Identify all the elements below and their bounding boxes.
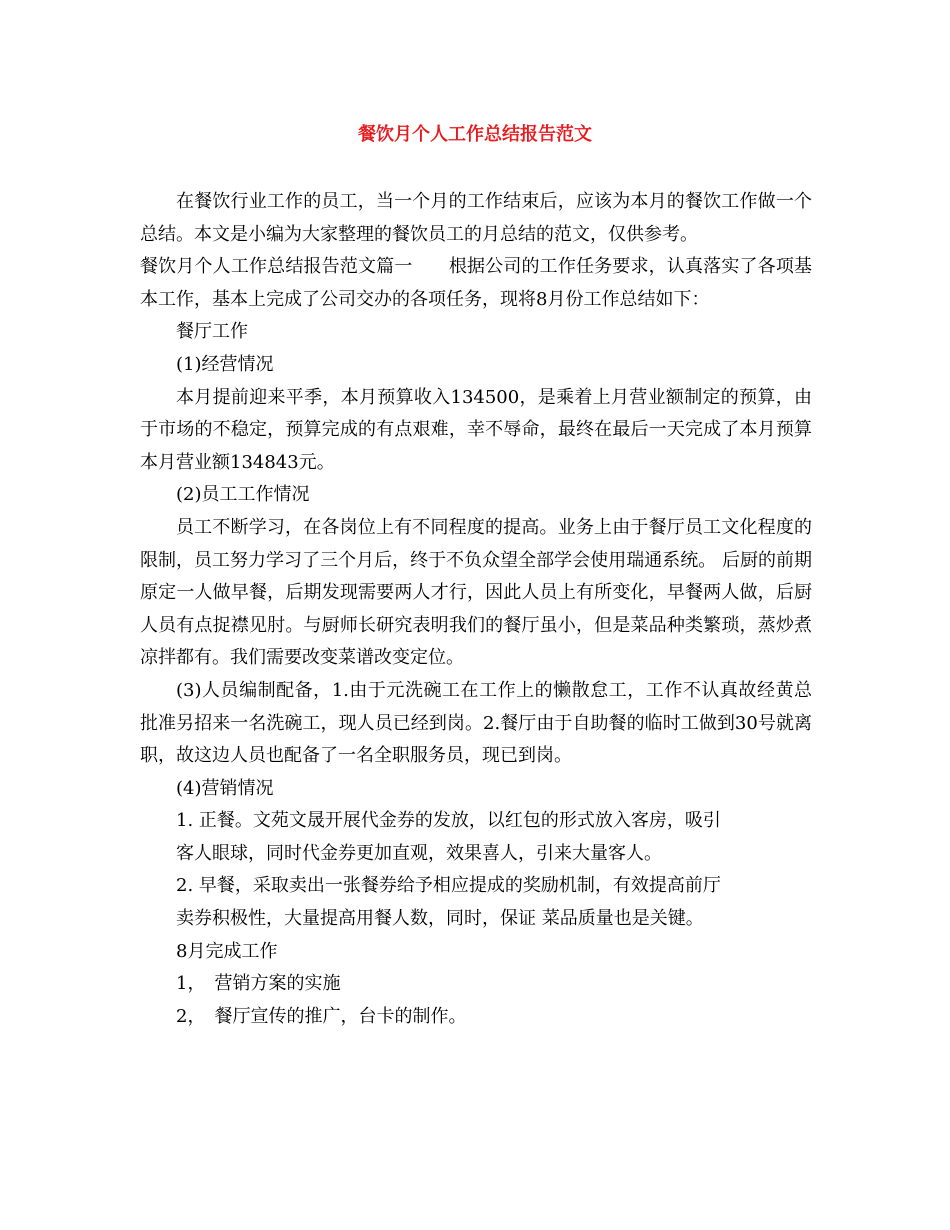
heading-staff-work: (2)员工工作情况 xyxy=(176,484,310,506)
list-item-dinner: 1. 正餐。文苑文晟开展代金券的发放，以红包的形式放入客房，吸引 xyxy=(176,810,721,832)
list-item-dinner-continued: 客人眼球，同时代金券更加直观，效果喜人，引来大量客人。 xyxy=(176,842,662,864)
paragraph-operations: 本月提前迎来平季，本月预算收入134500，是乘着上月营业额制定的预算，由于市场的不稳定，预算完成的有点艰难，幸不辱命，最终在最后一天完成了本月预算本月营业额134843元。 xyxy=(140,386,812,473)
paragraph-staffing: (3)人员编制配备，1.由于元洗碗工在工作上的懒散怠工，工作不认真故经黄总批准另招来一名洗碗工，现人员已经到岗。2.餐厅由于自助餐的临时工做到30号就离职，故这边人员也配备了一名全职服务员，现已到岗。 xyxy=(140,679,812,767)
list-item-breakfast-continued: 卖券积极性，大量提高用餐人数，同时，保证 菜品质量也是关键。 xyxy=(176,908,704,930)
heading-restaurant-work: 餐厅工作 xyxy=(176,321,248,343)
heading-august-work: 8月完成工作 xyxy=(176,940,278,962)
list-item-marketing-plan: 1， 营销方案的实施 xyxy=(176,973,341,995)
heading-operations: (1)经营情况 xyxy=(176,353,274,375)
list-item-breakfast: 2. 早餐，采取卖出一张餐券给予相应提成的奖励机制，有效提高前厅 xyxy=(176,875,721,897)
document-body xyxy=(140,186,812,1033)
paragraph-article-one: 餐饮月个人工作总结报告范文篇一 根据公司的工作任务要求，认真落实了各项基本工作，基本上完成了公司交办的各项任务，现将8月份工作总结如下： xyxy=(140,256,812,310)
paragraph-intro: 在餐饮行业工作的员工，当一个月的工作结束后，应该为本月的餐饮工作做一个总结。本文是小编为大家整理的餐饮员工的月总结的范文，仅供参考。 xyxy=(140,191,812,245)
document-title: 餐饮月个人工作总结报告范文 xyxy=(358,124,592,145)
list-item-promotion: 2， 餐厅宣传的推广，台卡的制作。 xyxy=(176,1005,467,1027)
heading-marketing: (4)营销情况 xyxy=(176,777,274,799)
paragraph-staff-work: 员工不断学习，在各岗位上有不同程度的提高。业务上由于餐厅员工文化程度的限制，员工努力学习了三个月后，终于不负众望全部学会使用瑞通系统。 后厨的前期原定一人做早餐，后期发现需要两人才行，因此人员上有所变化，早餐两人做，后厨人员有点捉襟见肘。与厨师长研究表明我们的餐厅虽小，但是菜品种类繁琐，蒸炒煮凉拌都有。我们需要改变菜谱改变定位。 xyxy=(140,516,812,669)
